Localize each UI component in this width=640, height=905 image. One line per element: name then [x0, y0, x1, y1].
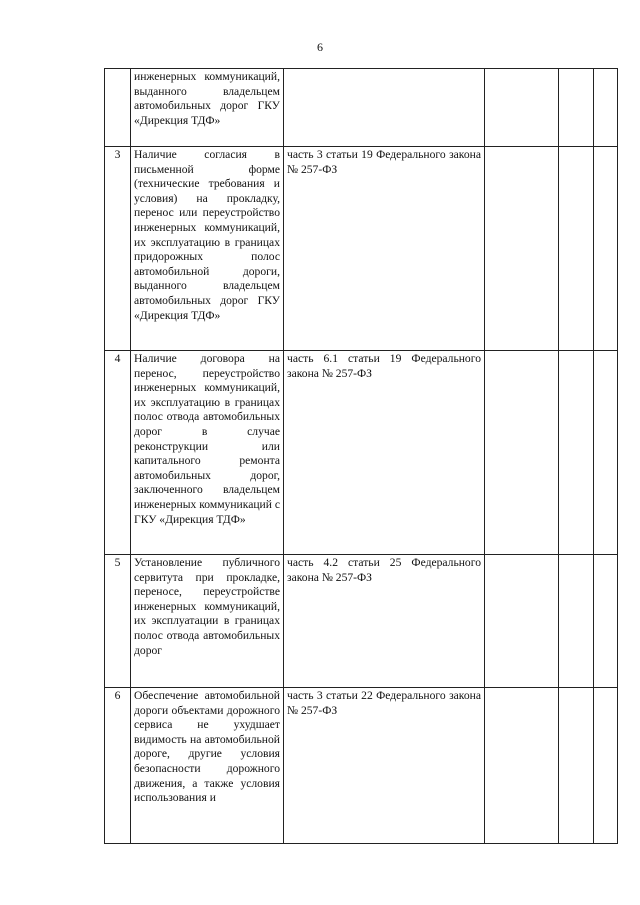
table-row: [105, 69, 618, 147]
empty-cell: [485, 69, 559, 147]
empty-cell: [594, 555, 618, 688]
empty-cell: [594, 351, 618, 555]
empty-cell: [485, 688, 559, 844]
empty-cell: [559, 147, 594, 351]
empty-cell: [559, 555, 594, 688]
legal-reference-cell: часть 6.1 статьи 19 Федерального закона № 257-ФЗ: [284, 351, 485, 555]
empty-cell: [485, 147, 559, 351]
requirement-cell: инженерных коммуникаций, выданного владельцем автомобильных дорог ГКУ «Дирекция ТДФ»: [131, 69, 284, 147]
page-number: 6: [317, 40, 323, 54]
row-number-cell: 6: [105, 688, 131, 844]
row-number-cell: [105, 69, 131, 147]
legal-reference-cell: [284, 69, 485, 147]
empty-cell: [485, 351, 559, 555]
requirements-table: [104, 68, 618, 844]
legal-reference-cell: часть 4.2 статьи 25 Федерального закона № 257-ФЗ: [284, 555, 485, 688]
legal-reference-cell: часть 3 статьи 22 Федерального закона № 257-ФЗ: [284, 688, 485, 844]
row-number-cell: 5: [105, 555, 131, 688]
requirement-cell: Наличие согласия в письменной форме (технические требования и условия) на прокладку, перенос или переустройство инженерных коммуникаций, их эксплуатацию в границах придорожных полос автомобильной дороги, выданного владельцем автомобильных дорог ГКУ «Дирекция ТДФ»: [131, 147, 284, 351]
table-row: [105, 555, 618, 688]
empty-cell: [594, 688, 618, 844]
requirement-cell: Наличие договора на перенос, переустройство инженерных коммуникаций, их эксплуатацию в границах полос отвода автомобильных дорог в случае реконструкции или капитального ремонта автомобильных дорог, заключенного владельцем инженерных коммуникаций с ГКУ «Дирекция ТДФ»: [131, 351, 284, 555]
table-row: [105, 351, 618, 555]
empty-cell: [559, 69, 594, 147]
empty-cell: [594, 147, 618, 351]
row-number-cell: 3: [105, 147, 131, 351]
empty-cell: [594, 69, 618, 147]
empty-cell: [485, 555, 559, 688]
empty-cell: [559, 688, 594, 844]
table-row: [105, 688, 618, 844]
requirement-cell: Установление публичного сервитута при прокладке, переносе, переустройстве инженерных коммуникаций, их эксплуатации в границах полос отвода автомобильных дорог: [131, 555, 284, 688]
legal-reference-cell: часть 3 статьи 19 Федерального закона № 257-ФЗ: [284, 147, 485, 351]
requirement-cell: Обеспечение автомобильной дороги объектами дорожного сервиса не ухудшает видимость на автомобильной дороге, другие условия безопасности дорожного движения, а также условия использования и: [131, 688, 284, 844]
table-row: [105, 147, 618, 351]
row-number-cell: 4: [105, 351, 131, 555]
empty-cell: [559, 351, 594, 555]
